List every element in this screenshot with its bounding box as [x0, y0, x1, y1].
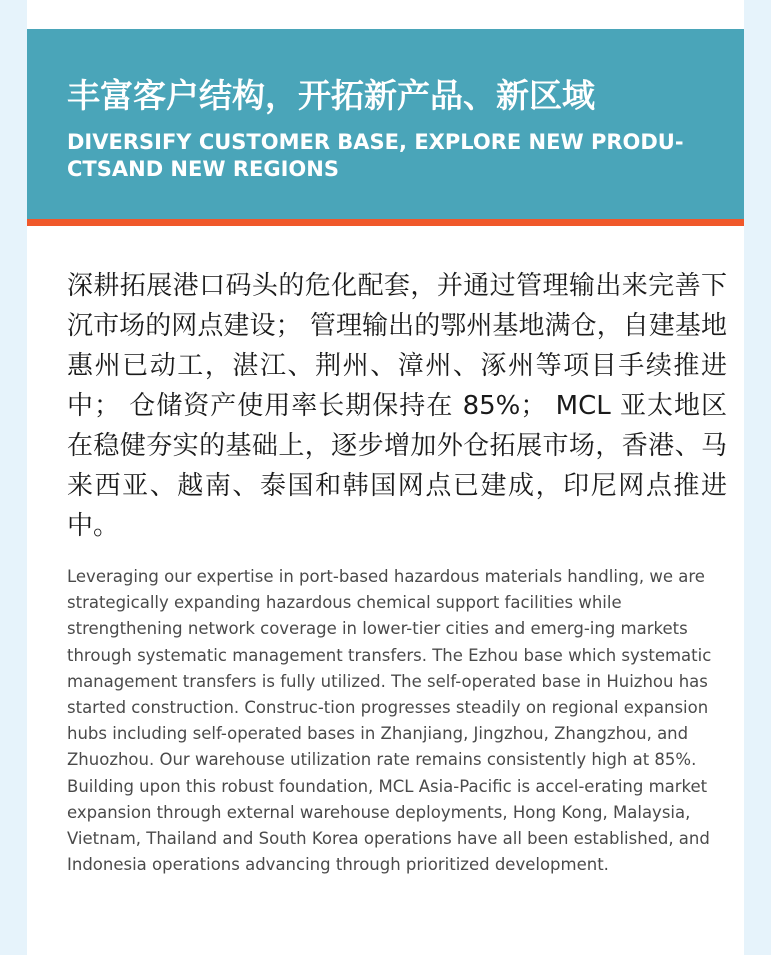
header-banner — [27, 29, 744, 219]
body-paragraph-english: Leveraging our expertise in port-based hazardous materials handling, we are strategically expanding hazardous chemical support facilities while strengthening network coverage in lower-tier cities and emerg-ing markets through systematic management transfers. The Ezhou base which systematic management transfers is fully utilized. The self-operated base in Huizhou has started construction. Construc-tion progresses steadily on regional expansion hubs including self-operated bases in Zhanjiang, Jingzhou, Zhangzhou, and Zhuozhou. Our warehouse utilization rate remains consistently high at 85%. Building upon this robust foundation, MCL Asia-Pacific is accel-erating market expansion through external warehouse deployments, Hong Kong, Malaysia, Vietnam, Thailand and South Korea operations have all been established, and Indonesia operations advancing through prioritized development. — [67, 567, 712, 875]
section-title-english: DIVERSIFY CUSTOMER BASE, EXPLORE NEW PRODU-CTSAND NEW REGIONS — [67, 130, 684, 181]
section-title-chinese: 丰富客户结构，开拓新产品、新区域 — [67, 76, 595, 115]
body-paragraph-chinese: 深耕拓展港口码头的危化配套，并通过管理输出来完善下沉市场的网点建设； 管理输出的鄂州基地满仓，自建基地惠州已动工，湛江、荆州、漳州、涿州等项目手续推进中； 仓储资产使用率长期保持在 85%； MCL 亚太地区在稳健夯实的基础上，逐步增加外仓拓展市场，香港、马来西亚、越南、泰国和韩国网点已建成，印尼网点推进中。 — [67, 271, 727, 541]
accent-divider — [27, 219, 744, 226]
